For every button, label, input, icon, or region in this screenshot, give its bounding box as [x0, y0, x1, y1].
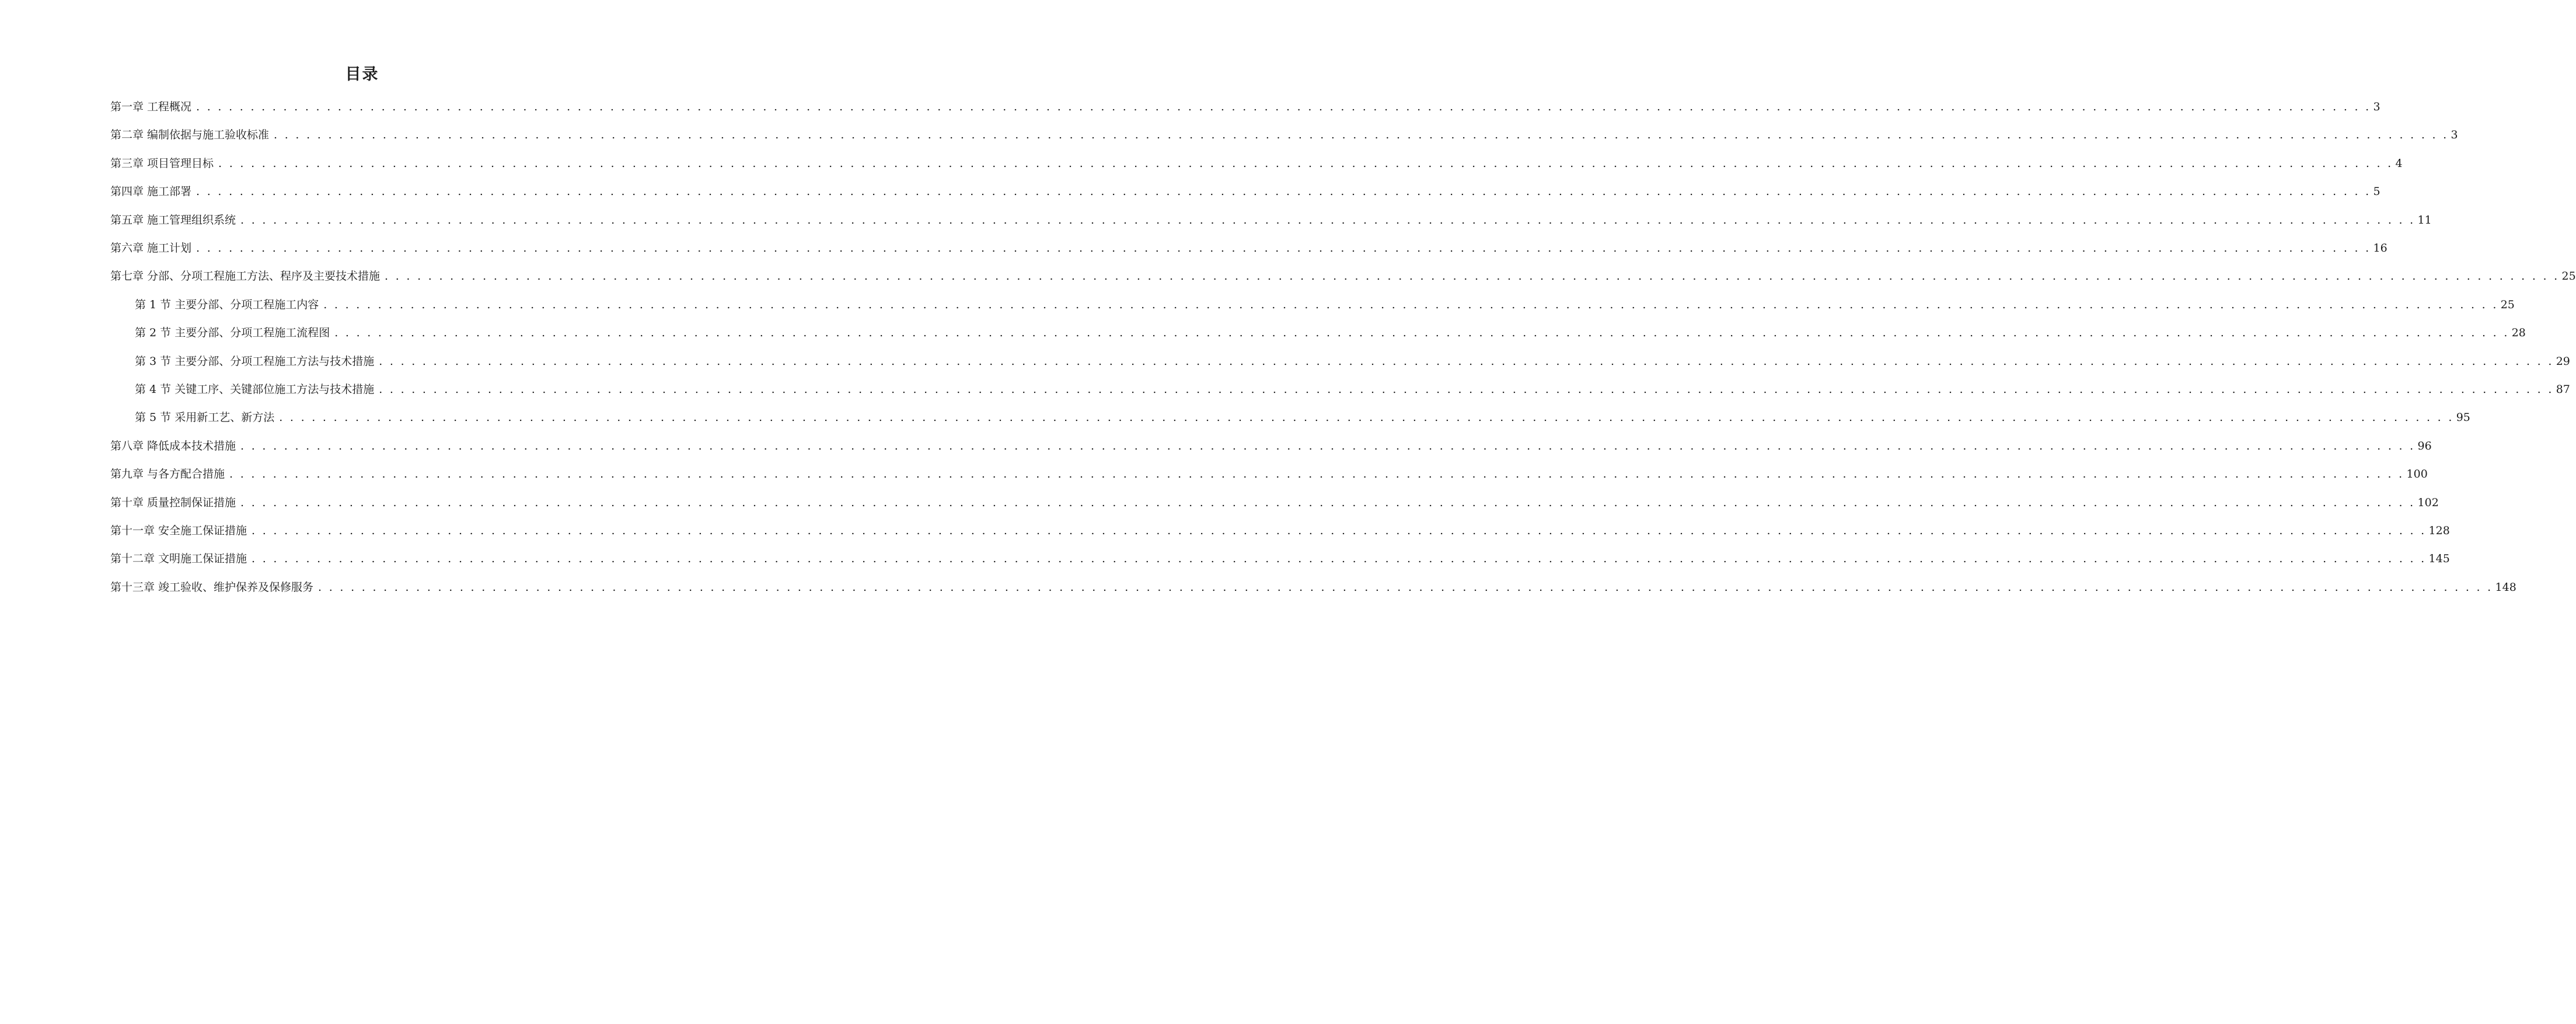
- toc-entry-label: 第五章 施工管理组织系统: [110, 213, 236, 227]
- toc-entry[interactable]: [135, 296, 2515, 314]
- toc-title: 目录: [345, 65, 379, 83]
- toc-entry-label: 第 1 节 主要分部、分项工程施工内容: [135, 298, 319, 311]
- toc-dot-leader: . . . . . . . . . . . . . . . . . . . . . . . . . . . . . . . . . . . . . . . . . . . . . . . . . . . . . . . . . . . . . . . . . . . . . . . . . . . . . . . . . . . . . . . . . . . . . . . . . . . . . . . . . . . . . . . . . . . . . . . . . . . . . . . . . . . . . . . . . . . . . . . . . . . . . . . . . . . . . . . . . . . . . . . . . . . . . . . . . . . . . . . . . . . . . . . . . . . . . . . .: [385, 270, 2560, 283]
- toc-entry[interactable]: [135, 409, 2470, 426]
- toc-entry-page-number: 11: [2417, 213, 2432, 227]
- toc-dot-leader: . . . . . . . . . . . . . . . . . . . . . . . . . . . . . . . . . . . . . . . . . . . . . . . . . . . . . . . . . . . . . . . . . . . . . . . . . . . . . . . . . . . . . . . . . . . . . . . . . . . . . . . . . . . . . . . . . . . . . . . . . . . . . . . . . . . . . . . . . . . . . . . . . . . . . . . . . . . . . . . . . . . . . . . . . . . . . . . . . . . . . . . . . . . . . . . . . . . . . . . .: [252, 524, 2427, 537]
- toc-entry[interactable]: [110, 183, 2380, 200]
- toc-entry[interactable]: [110, 437, 2432, 455]
- toc-dot-leader: . . . . . . . . . . . . . . . . . . . . . . . . . . . . . . . . . . . . . . . . . . . . . . . . . . . . . . . . . . . . . . . . . . . . . . . . . . . . . . . . . . . . . . . . . . . . . . . . . . . . . . . . . . . . . . . . . . . . . . . . . . . . . . . . . . . . . . . . . . . . . . . . . . . . . . . . . . . . . . . . . . . . . . . . . . . . . . . . . . . . . . . . . . . . . . . . . . . . . . . .: [240, 439, 2416, 452]
- toc-dot-leader: . . . . . . . . . . . . . . . . . . . . . . . . . . . . . . . . . . . . . . . . . . . . . . . . . . . . . . . . . . . . . . . . . . . . . . . . . . . . . . . . . . . . . . . . . . . . . . . . . . . . . . . . . . . . . . . . . . . . . . . . . . . . . . . . . . . . . . . . . . . . . . . . . . . . . . . . . . . . . . . . . . . . . . . . . . . . . . . . . . . . . . . . . . . . . . . . . . . . . . . .: [318, 580, 2493, 594]
- toc-entry[interactable]: [110, 465, 2428, 483]
- toc-entry-page-number: 96: [2417, 439, 2432, 452]
- toc-entry-page-number: 100: [2406, 468, 2428, 481]
- toc-entry[interactable]: [135, 324, 2526, 342]
- toc-dot-leader: . . . . . . . . . . . . . . . . . . . . . . . . . . . . . . . . . . . . . . . . . . . . . . . . . . . . . . . . . . . . . . . . . . . . . . . . . . . . . . . . . . . . . . . . . . . . . . . . . . . . . . . . . . . . . . . . . . . . . . . . . . . . . . . . . . . . . . . . . . . . . . . . . . . . . . . . . . . . . . . . . . . . . . . . . . . . . . . . . . . . . . . . . . . . . . . . . . . . . . . .: [240, 496, 2416, 509]
- toc-entry-label: 第 3 节 主要分部、分项工程施工方法与技术措施: [135, 354, 375, 368]
- toc-entry[interactable]: [110, 211, 2432, 229]
- toc-entry-page-number: 25: [2500, 298, 2515, 311]
- toc-entry-label: 第三章 项目管理目标: [110, 156, 214, 170]
- toc-entry[interactable]: [110, 155, 2403, 172]
- toc-entry[interactable]: [110, 550, 2450, 567]
- toc-entry-label: 第十章 质量控制保证措施: [110, 496, 236, 509]
- toc-dot-leader: . . . . . . . . . . . . . . . . . . . . . . . . . . . . . . . . . . . . . . . . . . . . . . . . . . . . . . . . . . . . . . . . . . . . . . . . . . . . . . . . . . . . . . . . . . . . . . . . . . . . . . . . . . . . . . . . . . . . . . . . . . . . . . . . . . . . . . . . . . . . . . . . . . . . . . . . . . . . . . . . . . . . . . . . . . . . . . . . . . . . . . . . . . . . . . . . . . . . . . . .: [323, 298, 2498, 311]
- toc-dot-leader: . . . . . . . . . . . . . . . . . . . . . . . . . . . . . . . . . . . . . . . . . . . . . . . . . . . . . . . . . . . . . . . . . . . . . . . . . . . . . . . . . . . . . . . . . . . . . . . . . . . . . . . . . . . . . . . . . . . . . . . . . . . . . . . . . . . . . . . . . . . . . . . . . . . . . . . . . . . . . . . . . . . . . . . . . . . . . . . . . . . . . . . . . . . . . . . . . . . . . . . .: [240, 213, 2416, 227]
- toc-entry-label: 第八章 降低成本技术措施: [110, 439, 236, 452]
- toc-entry[interactable]: [135, 381, 2570, 398]
- toc-entry-page-number: 95: [2456, 411, 2470, 424]
- toc-entry[interactable]: [110, 267, 2576, 285]
- toc-entry-label: 第十三章 竣工验收、维护保养及保修服务: [110, 580, 314, 594]
- toc-entry[interactable]: [110, 522, 2450, 539]
- toc-entry-label: 第四章 施工部署: [110, 185, 192, 198]
- toc-dot-leader: . . . . . . . . . . . . . . . . . . . . . . . . . . . . . . . . . . . . . . . . . . . . . . . . . . . . . . . . . . . . . . . . . . . . . . . . . . . . . . . . . . . . . . . . . . . . . . . . . . . . . . . . . . . . . . . . . . . . . . . . . . . . . . . . . . . . . . . . . . . . . . . . . . . . . . . . . . . . . . . . . . . . . . . . . . . . . . . . . . . . . . . . . . . . . . . . . . . . . . . .: [196, 185, 2371, 198]
- toc-entry-label: 第 4 节 关键工序、关键部位施工方法与技术措施: [135, 383, 375, 396]
- toc-entry[interactable]: [110, 239, 2387, 257]
- toc-entry-label: 第十二章 文明施工保证措施: [110, 552, 247, 566]
- toc-dot-leader: . . . . . . . . . . . . . . . . . . . . . . . . . . . . . . . . . . . . . . . . . . . . . . . . . . . . . . . . . . . . . . . . . . . . . . . . . . . . . . . . . . . . . . . . . . . . . . . . . . . . . . . . . . . . . . . . . . . . . . . . . . . . . . . . . . . . . . . . . . . . . . . . . . . . . . . . . . . . . . . . . . . . . . . . . . . . . . . . . . . . . . . . . . . . . . . . . . . . . . . .: [334, 326, 2509, 340]
- toc-entry[interactable]: [110, 494, 2439, 511]
- toc-dot-leader: . . . . . . . . . . . . . . . . . . . . . . . . . . . . . . . . . . . . . . . . . . . . . . . . . . . . . . . . . . . . . . . . . . . . . . . . . . . . . . . . . . . . . . . . . . . . . . . . . . . . . . . . . . . . . . . . . . . . . . . . . . . . . . . . . . . . . . . . . . . . . . . . . . . . . . . . . . . . . . . . . . . . . . . . . . . . . . . . . . . . . . . . . . . . . . . . . . . . . . . .: [274, 128, 2449, 142]
- toc-entry-page-number: 145: [2428, 552, 2450, 566]
- toc-entry-label: 第 2 节 主要分部、分项工程施工流程图: [135, 326, 330, 340]
- toc-entry-page-number: 148: [2495, 580, 2516, 594]
- toc-entry-page-number: 28: [2511, 326, 2526, 340]
- toc-dot-leader: . . . . . . . . . . . . . . . . . . . . . . . . . . . . . . . . . . . . . . . . . . . . . . . . . . . . . . . . . . . . . . . . . . . . . . . . . . . . . . . . . . . . . . . . . . . . . . . . . . . . . . . . . . . . . . . . . . . . . . . . . . . . . . . . . . . . . . . . . . . . . . . . . . . . . . . . . . . . . . . . . . . . . . . . . . . . . . . . . . . . . . . . . . . . . . . . . . . . . . . .: [279, 411, 2454, 424]
- toc-entry-label: 第十一章 安全施工保证措施: [110, 524, 247, 537]
- toc-entry-page-number: 87: [2556, 383, 2570, 396]
- toc-entry-page-number: 5: [2373, 185, 2380, 198]
- toc-entry-label: 第一章 工程概况: [110, 100, 192, 113]
- toc-entry-page-number: 16: [2373, 242, 2387, 255]
- toc-dot-leader: . . . . . . . . . . . . . . . . . . . . . . . . . . . . . . . . . . . . . . . . . . . . . . . . . . . . . . . . . . . . . . . . . . . . . . . . . . . . . . . . . . . . . . . . . . . . . . . . . . . . . . . . . . . . . . . . . . . . . . . . . . . . . . . . . . . . . . . . . . . . . . . . . . . . . . . . . . . . . . . . . . . . . . . . . . . . . . . . . . . . . . . . . . . . . . . . . . . . . . . .: [196, 100, 2371, 113]
- toc-dot-leader: . . . . . . . . . . . . . . . . . . . . . . . . . . . . . . . . . . . . . . . . . . . . . . . . . . . . . . . . . . . . . . . . . . . . . . . . . . . . . . . . . . . . . . . . . . . . . . . . . . . . . . . . . . . . . . . . . . . . . . . . . . . . . . . . . . . . . . . . . . . . . . . . . . . . . . . . . . . . . . . . . . . . . . . . . . . . . . . . . . . . . . . . . . . . . . . . . . . . . . . .: [229, 468, 2404, 481]
- toc-entry-page-number: 3: [2373, 100, 2380, 113]
- toc-entry-page-number: 128: [2428, 524, 2450, 537]
- toc-entry-page-number: 25: [2561, 270, 2576, 283]
- toc-entry-page-number: 3: [2451, 128, 2458, 142]
- toc-entry-page-number: 29: [2556, 354, 2570, 368]
- toc-entry[interactable]: [110, 126, 2458, 144]
- toc-dot-leader: . . . . . . . . . . . . . . . . . . . . . . . . . . . . . . . . . . . . . . . . . . . . . . . . . . . . . . . . . . . . . . . . . . . . . . . . . . . . . . . . . . . . . . . . . . . . . . . . . . . . . . . . . . . . . . . . . . . . . . . . . . . . . . . . . . . . . . . . . . . . . . . . . . . . . . . . . . . . . . . . . . . . . . . . . . . . . . . . . . . . . . . . . . . . . . . . . . . . . . . .: [218, 156, 2393, 170]
- toc-entry-label: 第九章 与各方配合措施: [110, 468, 225, 481]
- toc-entry[interactable]: [110, 579, 2516, 596]
- toc-entry-page-number: 102: [2417, 496, 2439, 509]
- toc-dot-leader: . . . . . . . . . . . . . . . . . . . . . . . . . . . . . . . . . . . . . . . . . . . . . . . . . . . . . . . . . . . . . . . . . . . . . . . . . . . . . . . . . . . . . . . . . . . . . . . . . . . . . . . . . . . . . . . . . . . . . . . . . . . . . . . . . . . . . . . . . . . . . . . . . . . . . . . . . . . . . . . . . . . . . . . . . . . . . . . . . . . . . . . . . . . . . . . . . . . . . . . .: [196, 242, 2371, 255]
- toc-entry-label: 第七章 分部、分项工程施工方法、程序及主要技术措施: [110, 270, 381, 283]
- toc-entry-page-number: 4: [2395, 156, 2403, 170]
- toc-entry[interactable]: [110, 98, 2380, 116]
- toc-entry-label: 第六章 施工计划: [110, 242, 192, 255]
- toc-dot-leader: . . . . . . . . . . . . . . . . . . . . . . . . . . . . . . . . . . . . . . . . . . . . . . . . . . . . . . . . . . . . . . . . . . . . . . . . . . . . . . . . . . . . . . . . . . . . . . . . . . . . . . . . . . . . . . . . . . . . . . . . . . . . . . . . . . . . . . . . . . . . . . . . . . . . . . . . . . . . . . . . . . . . . . . . . . . . . . . . . . . . . . . . . . . . . . . . . . . . . . . .: [379, 383, 2554, 396]
- toc-entry[interactable]: [135, 353, 2570, 370]
- toc-dot-leader: . . . . . . . . . . . . . . . . . . . . . . . . . . . . . . . . . . . . . . . . . . . . . . . . . . . . . . . . . . . . . . . . . . . . . . . . . . . . . . . . . . . . . . . . . . . . . . . . . . . . . . . . . . . . . . . . . . . . . . . . . . . . . . . . . . . . . . . . . . . . . . . . . . . . . . . . . . . . . . . . . . . . . . . . . . . . . . . . . . . . . . . . . . . . . . . . . . . . . . . .: [252, 552, 2427, 566]
- toc-dot-leader: . . . . . . . . . . . . . . . . . . . . . . . . . . . . . . . . . . . . . . . . . . . . . . . . . . . . . . . . . . . . . . . . . . . . . . . . . . . . . . . . . . . . . . . . . . . . . . . . . . . . . . . . . . . . . . . . . . . . . . . . . . . . . . . . . . . . . . . . . . . . . . . . . . . . . . . . . . . . . . . . . . . . . . . . . . . . . . . . . . . . . . . . . . . . . . . . . . . . . . . .: [379, 354, 2554, 368]
- toc-entry-label: 第 5 节 采用新工艺、新方法: [135, 411, 275, 424]
- toc-entry-label: 第二章 编制依据与施工验收标准: [110, 128, 270, 142]
